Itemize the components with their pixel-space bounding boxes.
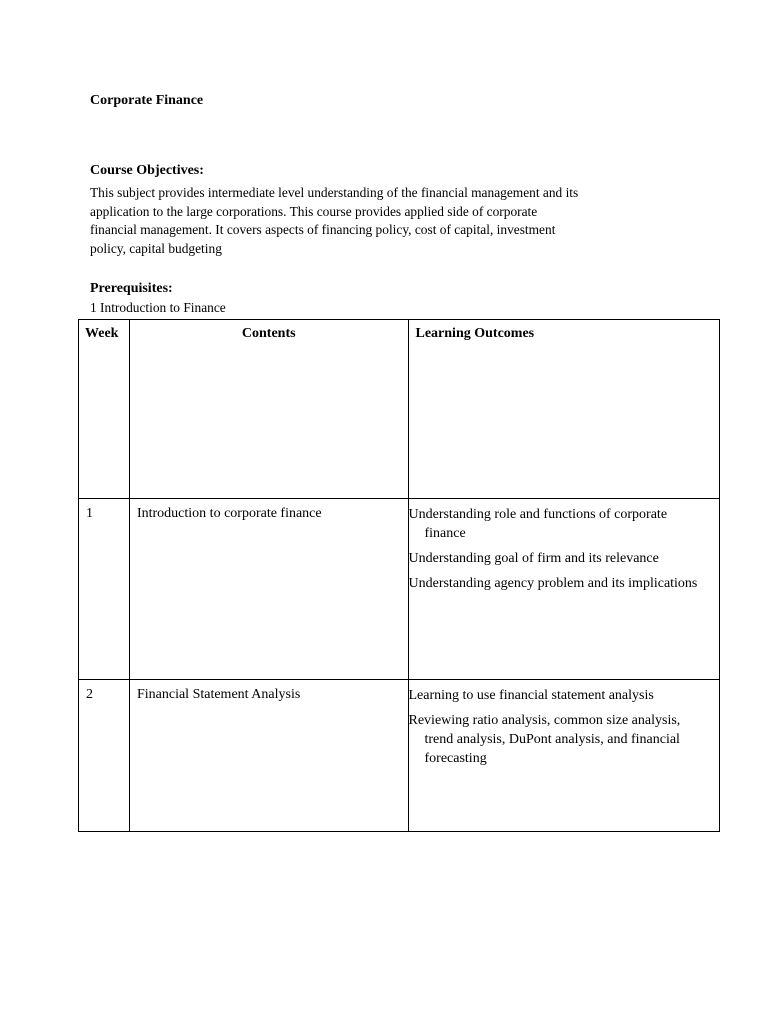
course-objectives-text — [90, 184, 610, 258]
table-row — [79, 499, 720, 680]
objectives-line: policy, capital budgeting — [90, 240, 222, 256]
outcome-item: Learning to use financial statement analysis — [408, 688, 654, 703]
prerequisites-text: 1 Introduction to Finance — [90, 300, 226, 315]
course-objectives-heading: Course Objectives: — [90, 163, 204, 178]
outcome-item — [409, 505, 720, 543]
outcomes-cell — [408, 499, 720, 680]
outcome-line: finance — [424, 526, 466, 541]
table-header-row — [79, 320, 720, 499]
learning-outcomes-column-header: Learning Outcomes — [408, 320, 720, 499]
week-column-header: Week — [79, 320, 130, 499]
week-cell: 2 — [79, 680, 130, 832]
outcome-line: trend analysis, DuPont analysis, and financial — [424, 732, 680, 747]
outcome-item: Understanding goal of firm and its relevance — [408, 551, 659, 566]
outcome-line: forecasting — [424, 751, 487, 766]
objectives-line: financial management. It covers aspects of financing policy, cost of capital, investment — [90, 222, 556, 237]
document-title: Corporate Finance — [90, 93, 204, 108]
contents-cell: Introduction to corporate finance — [129, 499, 408, 680]
outcomes-cell — [408, 680, 720, 832]
outcome-line: Understanding role and functions of corporate — [408, 507, 668, 522]
table-row — [79, 680, 720, 832]
objectives-line: This subject provides intermediate level understanding of the financial management and its — [90, 185, 579, 200]
contents-column-header: Contents — [129, 320, 408, 499]
outcome-item: Understanding agency problem and its implications — [408, 576, 698, 591]
course-schedule-table — [78, 319, 720, 832]
outcome-item — [409, 711, 720, 768]
contents-cell: Financial Statement Analysis — [129, 680, 408, 832]
outcome-line: Reviewing ratio analysis, common size analysis, — [408, 713, 681, 728]
week-cell: 1 — [79, 499, 130, 680]
objectives-line: application to the large corporations. This course provides applied side of corporate — [90, 203, 538, 219]
prerequisites-heading: Prerequisites: — [90, 281, 173, 296]
